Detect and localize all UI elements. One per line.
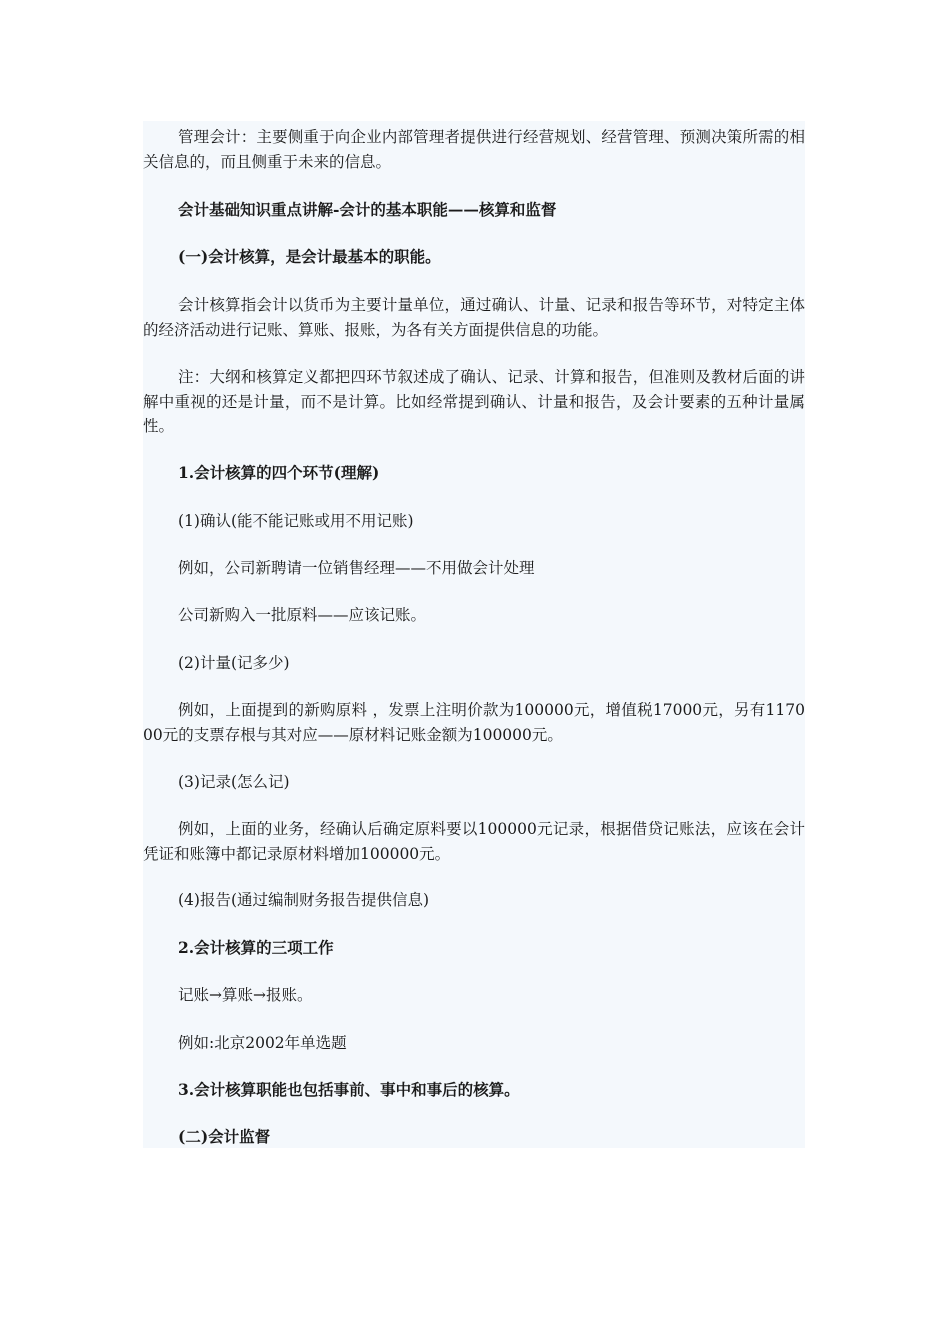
subheading-accounting-supervision: (二)会计监督 [178,1127,271,1146]
example-recording: 例如，上面的业务，经确认后确定原料要以100000元记录，根据借贷记账法，应该在会计凭证和账簿中都记录原材料增加100000元。 [143,820,805,863]
document-content [143,121,805,1148]
item-reporting: (4)报告(通过编制财务报告提供信息) [178,891,430,909]
heading-three-tasks: 2.会计核算的三项工作 [178,938,334,957]
item-recognition: (1)确认(能不能记账或用不用记账) [178,512,414,530]
heading-calculation-scope: 3.会计核算职能也包括事前、事中和事后的核算。 [178,1080,520,1099]
subheading-accounting-calculation: (一)会计核算，是会计最基本的职能。 [178,247,441,266]
item-measurement: (2)计量(记多少) [178,654,290,672]
three-tasks-flow: 记账→算账→报账。 [178,986,313,1004]
paragraph-note: 注：大纲和核算定义都把四环节叙述成了确认、记录、计算和报告，但准则及教材后面的讲解中重视的还是计量，而不是计算。比如经常提到确认、计量和报告，及会计要素的五种计量属性。 [143,368,805,435]
example-measurement: 例如，上面提到的新购原料 ，发票上注明价款为100000元，增值税17000元，另有117000元的支票存根与其对应——原材料记账金额为100000元。 [143,701,805,744]
heading-four-steps: 1.会计核算的四个环节(理解) [178,463,380,482]
example-new-material: 公司新购入一批原料——应该记账。 [178,606,427,624]
paragraph-management-accounting: 管理会计：主要侧重于向企业内部管理者提供进行经营规划、经营管理、预测决策所需的相关信息的，而且侧重于未来的信息。 [143,128,805,171]
example-new-manager: 例如，公司新聘请一位销售经理——不用做会计处理 [178,559,535,577]
item-recording: (3)记录(怎么记) [178,773,290,791]
section-heading: 会计基础知识重点讲解-会计的基本职能——核算和监督 [178,200,557,219]
paragraph-calculation-definition: 会计核算指会计以货币为主要计量单位，通过确认、计量、记录和报告等环节，对特定主体的经济活动进行记账、算账、报账，为各有关方面提供信息的功能。 [143,296,805,339]
example-beijing-2002: 例如:北京2002年单选题 [178,1034,347,1052]
